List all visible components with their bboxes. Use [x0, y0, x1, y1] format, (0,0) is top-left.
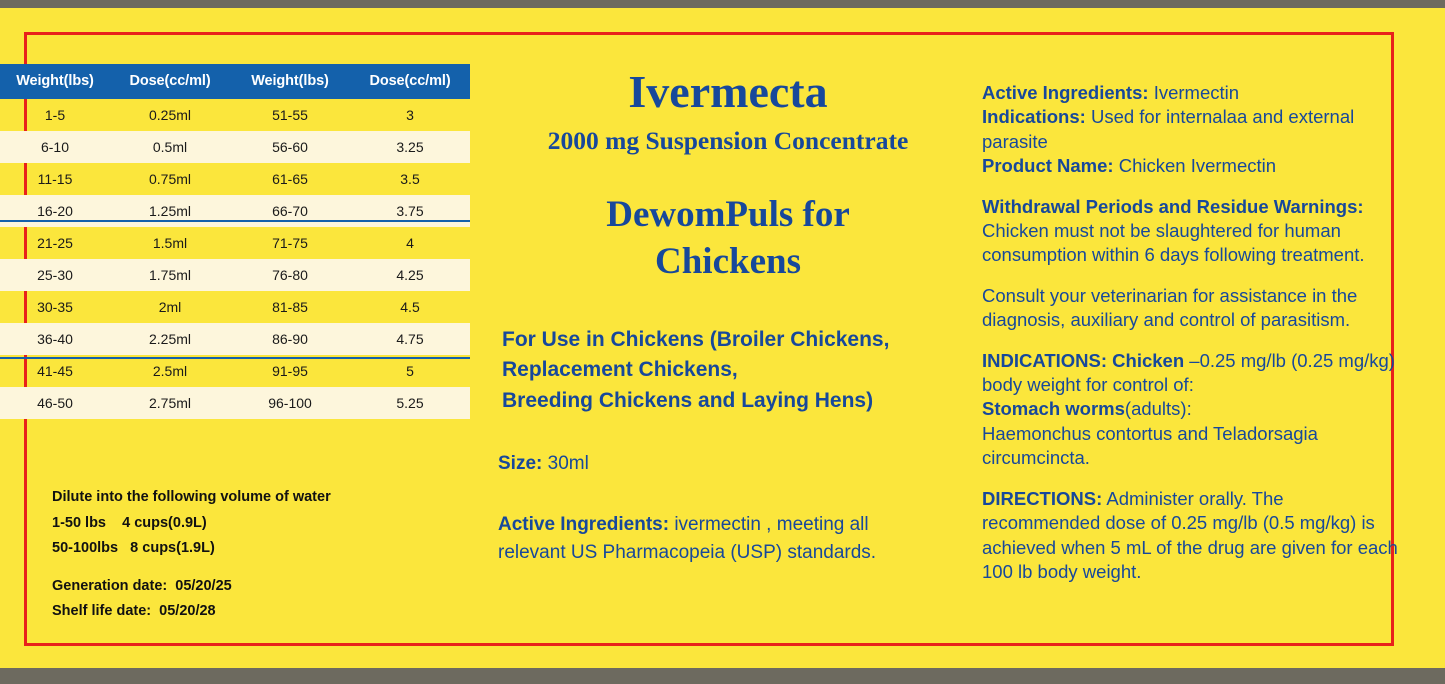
cell-weight-1: 11-15 — [37, 171, 73, 187]
directions-block — [982, 487, 1402, 585]
table-row — [0, 387, 470, 419]
cell-weight-2: 66-70 — [230, 195, 350, 227]
dilute-range-1: 1-50 lbs 4 cups(0.9L) — [52, 514, 207, 531]
cell-weight-2: 76-80 — [230, 259, 350, 291]
right-product-name-label: Product Name: — [982, 155, 1114, 177]
column-header-dose-1: Dose(cc/ml) — [110, 64, 230, 99]
indications2-label: INDICATIONS: Chicken — [982, 349, 1185, 371]
cell-weight-1: 1-5 — [44, 107, 66, 123]
table-row — [0, 163, 470, 195]
cell-dose-1: 0.25ml — [148, 107, 192, 123]
center-active-value-2: relevant US Pharmacopeia (USP) standards. — [498, 541, 877, 563]
table-divider-line — [0, 357, 470, 359]
cell-dose-2: 4.5 — [400, 299, 420, 315]
cell-weight-2: 81-85 — [272, 299, 308, 315]
product-title-line-1: DewomPuls for — [606, 194, 850, 236]
right-indications-value: Used for internalaa and external parasite — [982, 106, 1355, 152]
brand-name: Ivermecta — [628, 66, 828, 117]
cell-dose-2: 3.75 — [350, 195, 470, 227]
indications-block — [982, 349, 1402, 471]
cell-weight-2: 61-65 — [272, 171, 308, 187]
usage-line-1: For Use in Chickens (Broiler Chickens, — [502, 327, 890, 351]
cell-dose-1: 1.75ml — [110, 259, 230, 291]
table-divider-line — [0, 220, 470, 222]
cell-weight-2: 96-100 — [230, 387, 350, 419]
table-row — [0, 99, 470, 131]
cell-dose-1: 2.5ml — [152, 363, 188, 379]
cell-dose-2: 5.25 — [350, 387, 470, 419]
usage-line-3: Breeding Chickens and Laying Hens) — [502, 388, 874, 412]
column-header-weight-1: Weight(lbs) — [0, 64, 110, 99]
cell-dose-2: 5 — [406, 363, 414, 379]
table-row — [0, 131, 470, 163]
withdrawal-block — [982, 195, 1402, 268]
stomach-worms-suffix: (adults): — [1124, 398, 1192, 420]
consult-block — [982, 284, 1402, 333]
stomach-worms-value: Haemonchus contortus and Teladorsagia circumcincta. — [982, 422, 1318, 469]
table-row — [0, 259, 470, 291]
right-active-value: Ivermectin — [1153, 82, 1240, 103]
product-title-line-2: Chickens — [655, 240, 801, 282]
column-header-dose-2: Dose(cc/ml) — [350, 64, 470, 99]
shelf-life-date: Shelf life date: 05/20/28 — [52, 603, 216, 619]
cell-dose-2: 4.75 — [350, 323, 470, 355]
cell-weight-1: 6-10 — [0, 131, 110, 163]
center-active-value-1: ivermectin , meeting all — [674, 514, 869, 536]
consult-value: Consult your veterinarian for assistance in the diagnosis, auxiliary and control of parasitism. — [982, 284, 1358, 331]
cell-weight-1: 36-40 — [0, 323, 110, 355]
stomach-worms-label: Stomach worms — [982, 398, 1125, 420]
cell-dose-1: 2.25ml — [110, 323, 230, 355]
right-column — [982, 81, 1402, 600]
product-label — [0, 8, 1445, 668]
cell-weight-1: 46-50 — [0, 387, 110, 419]
dilute-title: Dilute into the following volume of water — [52, 489, 331, 505]
cell-weight-2: 51-55 — [272, 107, 308, 123]
cell-dose-2: 3.25 — [350, 131, 470, 163]
cell-weight-1: 25-30 — [0, 259, 110, 291]
size-row — [498, 453, 958, 475]
center-active-ingredients — [498, 511, 958, 566]
dosage-table — [0, 64, 470, 419]
table-header-row — [0, 64, 470, 99]
cell-weight-2: 56-60 — [230, 131, 350, 163]
cell-dose-1: 1.5ml — [152, 235, 188, 251]
usage-line-2: Replacement Chickens, — [502, 358, 738, 382]
brand-subtitle: 2000 mg Suspension Concentrate — [547, 126, 909, 156]
table-row — [0, 323, 470, 355]
center-column — [498, 68, 958, 566]
table-row — [0, 291, 470, 323]
size-value: 30ml — [547, 453, 589, 475]
generation-date: Generation date: 05/20/25 — [52, 577, 232, 594]
withdrawal-value: Chicken must not be slaughtered for human consumption within 6 days following treatment. — [982, 220, 1365, 266]
dilute-range-2: 50-100lbs 8 cups(1.9L) — [52, 540, 215, 556]
cell-weight-2: 86-90 — [230, 323, 350, 355]
cell-weight-1: 41-45 — [37, 363, 73, 379]
right-indications-label: Indications: — [982, 106, 1086, 128]
cell-dose-2: 3.5 — [400, 171, 420, 187]
withdrawal-label: Withdrawal Periods and Residue Warnings: — [982, 195, 1364, 217]
indications2-value: –0.25 mg/lb (0.25 mg/kg) body weight for control of: — [982, 349, 1395, 396]
product-title — [498, 192, 958, 285]
table-row — [0, 227, 470, 259]
dosage-table-container — [0, 64, 470, 419]
cell-weight-2: 71-75 — [272, 235, 308, 251]
right-summary-block — [982, 81, 1402, 179]
size-label: Size: — [498, 453, 543, 475]
cell-dose-2: 3 — [406, 107, 414, 123]
table-row — [0, 355, 470, 387]
cell-dose-1: 0.75ml — [148, 171, 192, 187]
dilution-notes — [52, 490, 472, 630]
cell-weight-1: 30-35 — [37, 299, 73, 315]
cell-dose-2: 4.25 — [350, 259, 470, 291]
table-row — [0, 195, 470, 227]
cell-weight-1: 21-25 — [37, 235, 73, 251]
cell-dose-1: 2ml — [158, 299, 182, 315]
usage-statement — [502, 325, 958, 416]
column-header-weight-2: Weight(lbs) — [230, 64, 350, 99]
center-active-label: Active Ingredients: — [498, 514, 670, 536]
cell-dose-1: 2.75ml — [110, 387, 230, 419]
directions-value: Administer orally. The recommended dose of 0.25 mg/lb (0.5 mg/kg) is achieved when 5 mL of the drug are given for each 100 lb body weight. — [982, 487, 1398, 582]
directions-label: DIRECTIONS: — [982, 487, 1103, 509]
cell-weight-1: 16-20 — [0, 195, 110, 227]
cell-dose-1: 1.25ml — [110, 195, 230, 227]
cell-dose-2: 4 — [406, 235, 414, 251]
cell-dose-1: 0.5ml — [110, 131, 230, 163]
right-active-label: Active Ingredients: — [982, 82, 1149, 103]
right-product-name-value: Chicken Ivermectin — [1118, 155, 1277, 177]
cell-weight-2: 91-95 — [272, 363, 308, 379]
